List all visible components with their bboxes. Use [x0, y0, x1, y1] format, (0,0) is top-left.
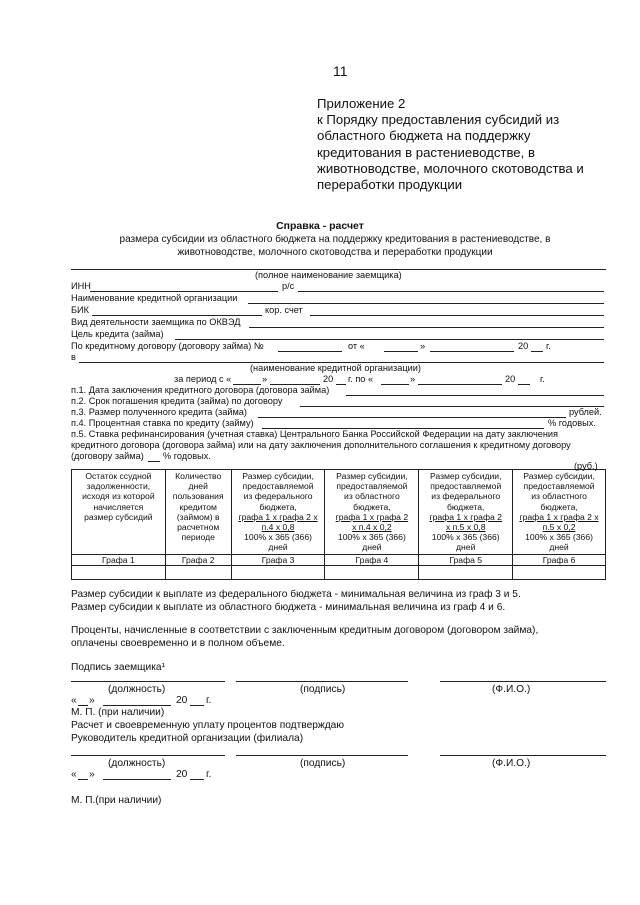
contract-day-line	[384, 351, 418, 352]
header-line: дней	[362, 542, 382, 553]
rs-label: р/с	[282, 281, 295, 291]
period-to-g: г.	[540, 374, 545, 384]
note-federal: Размер субсидии к выплате из федерального бюджета - минимальная величина из граф 3 и 5.	[71, 589, 521, 600]
header-col-1	[72, 470, 166, 555]
rubles-label: рублей.	[569, 407, 602, 417]
header-line: 100% х 365 (366)	[244, 532, 312, 543]
header-line: расчетном	[177, 522, 220, 533]
p3-label: п.3. Размер полученного кредита (займа)	[71, 407, 247, 417]
date-open: «	[71, 695, 77, 706]
note-regional: Размер субсидии к выплате из областного бюджета - минимальная величина из граф 4 и 6.	[71, 602, 506, 613]
fio-line-2	[440, 755, 606, 756]
borrower-signature-label: Подпись заемщика¹	[71, 662, 165, 673]
document-subtitle	[95, 233, 575, 259]
header-line: Количество	[175, 471, 222, 481]
table-header-row	[72, 470, 606, 555]
header-formula: графа 1 х графа 2 х	[238, 511, 318, 522]
table-empty-row	[72, 565, 606, 579]
column-label: Графа 1	[72, 554, 166, 565]
date-year-line	[190, 705, 204, 706]
header-line: Размер субсидии,	[429, 471, 502, 481]
activity-line	[249, 327, 604, 328]
header-col-3	[231, 470, 325, 555]
header-line: дней	[188, 481, 208, 492]
appendix-block	[317, 96, 617, 193]
period-to-quote-close: »	[410, 374, 416, 384]
bank-name-line	[248, 303, 604, 304]
p2-line	[300, 406, 604, 407]
contract-number-line	[278, 351, 342, 352]
bank-name-label: Наименование кредитной организации	[71, 293, 238, 303]
period-to-label: г. по «	[348, 374, 374, 384]
column-label: Графа 6	[513, 554, 606, 565]
kor-line	[310, 315, 604, 316]
date-g: г.	[206, 695, 212, 706]
subtitle-line: животноводстве, молочного скотоводства и переработки продукции	[177, 247, 493, 258]
header-line: исходя из которой	[82, 491, 155, 502]
header-line: из областного	[531, 491, 587, 502]
p2-label: п.2. Срок погашения кредита (займа) по договору	[71, 396, 283, 406]
appendix-title: Приложение 2	[317, 96, 406, 111]
activity-label: Вид деятельности заемщика по ОКВЭД	[71, 317, 241, 327]
header-line: задолженности,	[86, 481, 151, 492]
kor-label: кор. счет	[265, 305, 303, 315]
column-label: Графа 3	[231, 554, 325, 565]
header-line: пользования	[172, 491, 224, 502]
signature-line	[236, 681, 408, 682]
column-label: Графа 5	[419, 554, 513, 565]
date-year-2: 20	[176, 769, 188, 780]
header-line: из областного	[344, 491, 400, 502]
inn-label: ИНН	[71, 281, 91, 291]
header-formula: графа 1 х графа 2 х	[519, 511, 599, 522]
header-line: бюджета,	[447, 501, 485, 512]
header-line: дней	[456, 542, 476, 553]
header-line: Размер субсидии,	[336, 471, 408, 481]
header-col-6	[513, 470, 606, 555]
period-quote-close: »	[262, 374, 268, 384]
position-caption-2: (должность)	[108, 758, 166, 769]
date-year: 20	[176, 695, 188, 706]
position-line-2	[71, 755, 225, 756]
table-cell	[72, 565, 166, 579]
header-col-2	[165, 470, 231, 555]
header-line: начисляется	[93, 501, 144, 512]
period-from-year: 20	[323, 374, 334, 384]
header-line: (займом) в	[176, 511, 220, 522]
header-line: бюджета,	[540, 501, 578, 512]
percent-line-1: Проценты, начисленные в соответствии с заключенным кредитным договором (договором займа),	[71, 625, 539, 636]
appendix-line: животноводстве, молочного скотоводства и	[317, 160, 584, 176]
header-line: предоставляемой	[523, 481, 595, 492]
table-cell	[513, 565, 606, 579]
date-g-2: г.	[206, 769, 212, 780]
header-line: предоставляемой	[430, 481, 502, 492]
position-line	[71, 681, 225, 682]
rub-label: (руб.)	[574, 461, 598, 471]
period-to-day-line	[381, 384, 409, 385]
purpose-line	[175, 339, 604, 340]
header-line: бюджета,	[353, 501, 391, 512]
period-to-month-line	[418, 384, 502, 385]
p5-rate-line	[148, 461, 160, 462]
p3-line	[258, 417, 566, 418]
contract-year-line	[531, 351, 543, 352]
inn-line	[90, 291, 278, 292]
date-open-2: «	[71, 769, 77, 780]
header-col-5	[419, 470, 513, 555]
mp-label-2: М. П.(при наличии)	[71, 795, 162, 806]
head-label: Руководитель кредитной организации (филиала)	[71, 733, 304, 744]
p1-label: п.1. Дата заключения кредитного договора (договора займа)	[71, 385, 330, 395]
table-cell	[325, 565, 419, 579]
period-to-year: 20	[505, 374, 516, 384]
p5-tail-a: (договору займа)	[71, 451, 144, 461]
signature-caption-2: (подпись)	[300, 758, 346, 769]
contract-label: По кредитному договору (договору займа) №	[71, 341, 264, 351]
borrower-caption: (полное наименование заемщика)	[255, 270, 402, 280]
period-label: за период с «	[174, 374, 232, 384]
appendix-line: переработки продукции	[317, 177, 463, 193]
page-number: 11	[333, 63, 348, 79]
appendix-line: к Порядку предоставления субсидий из	[317, 112, 560, 128]
table-cell	[419, 565, 513, 579]
header-line: Размер субсидии,	[242, 471, 314, 481]
bik-label: БИК	[71, 305, 89, 315]
header-line: дней	[549, 542, 569, 553]
date-year-line-2	[190, 779, 204, 780]
contract-g-label: г.	[546, 341, 551, 351]
in-label: в	[71, 352, 76, 362]
p1-line	[346, 395, 604, 396]
p5-line: п.5. Ставка рефинансирования (учетная ставка) Центрального Банка Российской Федерации на дату заключения	[71, 429, 559, 439]
p5-line: кредитного договора (договора займа) или на дату заключения дополнительного соглашения к кредитному договору	[71, 440, 571, 450]
column-label: Графа 4	[325, 554, 419, 565]
signature-caption: (подпись)	[300, 684, 346, 695]
header-line: из федерального	[431, 491, 501, 502]
bik-line	[92, 315, 262, 316]
contract-year-label: 20	[518, 341, 529, 351]
pct-year-label: % годовых.	[548, 418, 596, 428]
header-line: Остаток ссудной	[85, 471, 152, 481]
appendix-line: областного бюджета на поддержку	[317, 128, 531, 144]
header-formula: п.5 х 0,2	[542, 522, 576, 533]
header-line: из федерального	[243, 491, 313, 502]
table-cell	[231, 565, 325, 579]
subsidy-table	[71, 469, 606, 580]
header-line: периоде	[181, 532, 215, 543]
header-line: дней	[268, 542, 288, 553]
date-close: »	[89, 695, 95, 706]
period-to-year-line	[518, 384, 530, 385]
header-line: 100% х 365 (366)	[431, 532, 500, 543]
signature-line-2	[236, 755, 408, 756]
header-formula: х п.4 х 0,2	[352, 522, 392, 533]
header-line: размер субсидий	[84, 511, 153, 522]
percent-line-2: оплачены своевременно и в полном объеме.	[71, 638, 285, 649]
subtitle-line: размера субсидии из областного бюджета на поддержку кредитования в растениеводстве, в	[119, 234, 551, 245]
fio-caption: (Ф.И.О.)	[492, 684, 531, 695]
p5-tail-b: % годовых.	[163, 451, 211, 461]
contract-month-line	[430, 351, 514, 352]
header-formula: х п.5 х 0,8	[445, 522, 486, 533]
header-line: предоставляемой	[242, 481, 314, 492]
appendix-line: кредитования в растениеводстве, в	[317, 144, 535, 160]
header-formula: графа 1 х графа 2	[335, 511, 409, 522]
header-col-4	[325, 470, 419, 555]
table-label-row	[72, 554, 606, 565]
document-title: Справка - расчет	[276, 220, 364, 232]
bank-caption: (наименование кредитной организации)	[250, 363, 421, 373]
header-formula: графа 1 х графа 2	[429, 511, 502, 522]
position-caption: (должность)	[108, 684, 166, 695]
table-cell	[165, 565, 231, 579]
header-line: 100% х 365 (366)	[525, 532, 593, 543]
contract-from-label: от «	[348, 341, 365, 351]
header-line: 100% х 365 (366)	[337, 532, 406, 543]
column-label: Графа 2	[165, 554, 231, 565]
fio-line	[440, 681, 606, 682]
confirm-label: Расчет и своевременную уплату процентов подтверждаю	[71, 720, 344, 731]
period-from-year-line	[336, 384, 346, 385]
contract-quote-close: »	[420, 341, 426, 351]
date-month-line-2	[103, 779, 171, 780]
p4-label: п.4. Процентная ставка по кредиту (займу)	[71, 418, 254, 428]
header-formula: п.4 х 0,8	[261, 522, 295, 533]
date-day-line-2	[78, 779, 88, 780]
header-line: Размер субсидии,	[523, 471, 595, 481]
fio-caption-2: (Ф.И.О.)	[492, 758, 531, 769]
purpose-label: Цель кредита (займа)	[71, 329, 164, 339]
header-line: кредитом	[179, 501, 217, 512]
header-line: бюджета,	[259, 501, 297, 512]
mp-label: М. П. (при наличии)	[71, 707, 165, 718]
date-close-2: »	[89, 769, 95, 780]
header-line: предоставляемой	[336, 481, 408, 492]
rs-line	[298, 291, 604, 292]
